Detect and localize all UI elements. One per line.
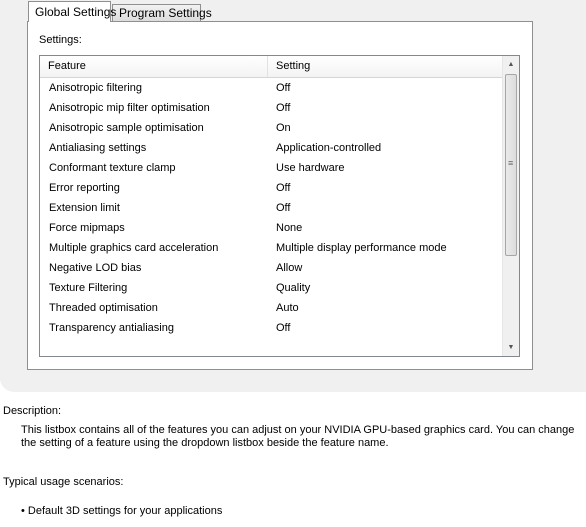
setting-cell[interactable]: Off	[276, 322, 291, 334]
setting-cell[interactable]: Multiple display performance mode	[276, 242, 447, 254]
table-row[interactable]	[40, 238, 502, 258]
tab-page-global	[27, 21, 533, 370]
setting-cell[interactable]: Quality	[276, 282, 311, 294]
setting-cell[interactable]: Off	[276, 202, 291, 214]
table-row[interactable]	[40, 178, 502, 198]
features-listbox[interactable]	[39, 55, 520, 357]
feature-cell: Multiple graphics card acceleration	[49, 242, 219, 254]
description-text: This listbox contains all of the features you can adjust on your NVIDIA GPU-based graphics card. You can change the setting of a feature using the dropdown listbox beside the feature name.	[21, 424, 575, 449]
table-row[interactable]	[40, 278, 502, 298]
feature-cell: Threaded optimisation	[49, 302, 158, 314]
tab-program-settings[interactable]: Program Settings	[112, 4, 201, 21]
scroll-up-arrow-icon[interactable]: ▲	[507, 61, 515, 68]
usage-title: Typical usage scenarios:	[3, 476, 124, 488]
usage-item-text: Default 3D settings for your applications	[27, 505, 223, 517]
setting-cell[interactable]: None	[276, 222, 303, 234]
table-row[interactable]	[40, 78, 502, 98]
feature-cell: Anisotropic sample optimisation	[49, 122, 204, 134]
scrollbar-thumb[interactable]	[505, 74, 517, 256]
usage-list-item	[21, 505, 222, 517]
table-row[interactable]	[40, 158, 502, 178]
feature-cell: Force mipmaps	[49, 222, 125, 234]
scrollbar-grip-icon: ≡	[508, 158, 514, 168]
setting-cell[interactable]: Off	[276, 82, 291, 94]
setting-cell[interactable]: Off	[276, 182, 291, 194]
table-row[interactable]	[40, 258, 502, 278]
feature-cell: Antialiasing settings	[49, 142, 147, 154]
table-row[interactable]	[40, 298, 502, 318]
table-row[interactable]	[40, 318, 502, 338]
description-title: Description:	[3, 405, 62, 417]
list-header	[40, 56, 502, 78]
feature-cell: Anisotropic filtering	[49, 82, 142, 94]
scroll-down-arrow-icon[interactable]: ▼	[507, 344, 515, 351]
setting-cell[interactable]: Auto	[276, 302, 299, 314]
setting-cell[interactable]: Application-controlled	[276, 142, 382, 154]
feature-cell: Transparency antialiasing	[49, 322, 174, 334]
feature-cell: Anisotropic mip filter optimisation	[49, 102, 210, 114]
settings-label: Settings:	[39, 34, 82, 46]
table-row[interactable]	[40, 98, 502, 118]
table-row[interactable]	[40, 198, 502, 218]
feature-cell: Texture Filtering	[49, 282, 128, 294]
table-row[interactable]	[40, 218, 502, 238]
setting-cell[interactable]: Use hardware	[276, 162, 345, 174]
setting-cell[interactable]: On	[276, 122, 291, 134]
list-rows	[40, 78, 502, 338]
feature-cell: Conformant texture clamp	[49, 162, 176, 174]
table-row[interactable]	[40, 138, 502, 158]
table-row[interactable]	[40, 118, 502, 138]
setting-cell[interactable]: Allow	[276, 262, 303, 274]
vertical-scrollbar[interactable]	[502, 56, 519, 356]
setting-cell[interactable]: Off	[276, 102, 291, 114]
column-header-setting[interactable]: Setting	[276, 60, 311, 72]
feature-cell: Error reporting	[49, 182, 120, 194]
feature-cell: Negative LOD bias	[49, 262, 142, 274]
tab-global-settings[interactable]: Global Settings	[28, 1, 111, 22]
column-header-feature[interactable]: Feature	[40, 56, 268, 77]
bullet-icon: •	[21, 505, 28, 517]
feature-cell: Extension limit	[49, 202, 120, 214]
